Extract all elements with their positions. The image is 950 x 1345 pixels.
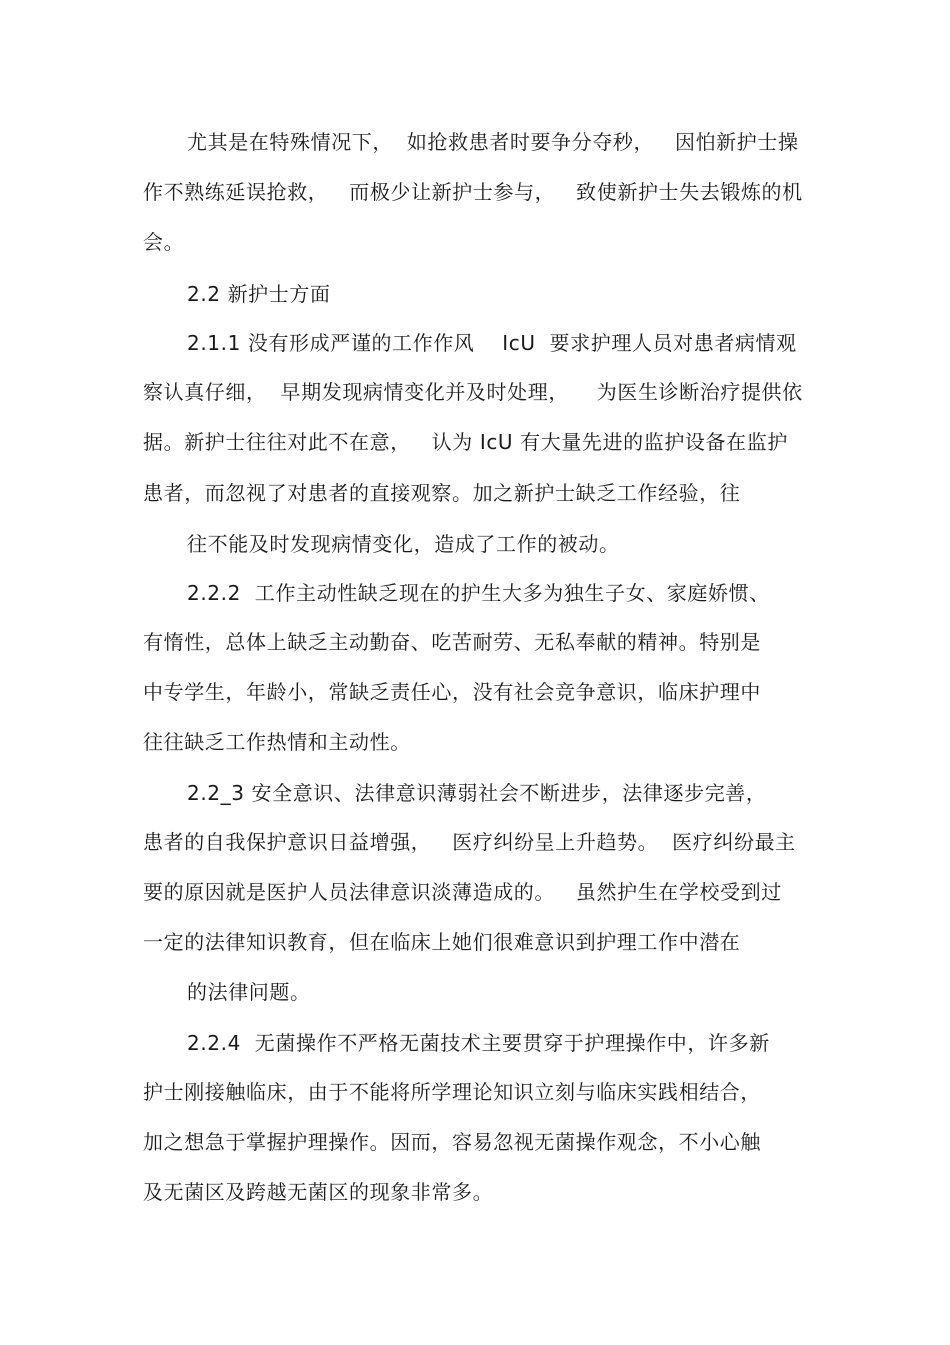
text-line: 据。新护士往往对此不在意， 认为 IcU 有大量先进的监护设备在监护: [143, 430, 788, 454]
text-line: 的法律问题。: [187, 980, 311, 1004]
text-line: 患者，而忽视了对患者的直接观察。加之新护士缺乏工作经验，往: [143, 481, 741, 505]
section-heading: 2.2 新护士方面: [187, 282, 331, 306]
text-line: 一定的法律知识教育，但在临床上她们很难意识到护理工作中潜在: [143, 930, 741, 954]
text-line: 2.2.2 工作主动性缺乏现在的护生大多为独生子女、家庭娇惯、: [187, 581, 770, 605]
text-line: 往往缺乏工作热情和主动性。: [143, 730, 411, 754]
text-line: 有惰性，总体上缺乏主动勤奋、吃苦耐劳、无私奉献的精神。特别是: [143, 630, 761, 654]
text-line: 护士刚接触临床，由于不能将所学理论知识立刻与临床实践相结合，: [143, 1080, 761, 1104]
text-line: 会。: [143, 230, 185, 254]
text-line: 2.2.4 无菌操作不严格无菌技术主要贯穿于护理操作中，许多新: [187, 1031, 770, 1055]
text-line: 作不熟练延误抢救， 而极少让新护士参与， 致使新护士失去锻炼的机: [143, 180, 803, 204]
text-line: 往不能及时发现病情变化，造成了工作的被动。: [187, 532, 620, 556]
text-line: 患者的自我保护意识日益增强， 医疗纠纷呈上升趋势。 医疗纠纷最主: [143, 830, 796, 854]
text-line: 中专学生，年龄小，常缺乏责任心，没有社会竞争意识，临床护理中: [143, 680, 761, 704]
text-line: 加之想急于掌握护理操作。因而，容易忽视无菌操作观念，不小心触: [143, 1130, 761, 1154]
text-line: 尤其是在特殊情况下， 如抢救患者时要争分夺秒， 因怕新护士操: [187, 130, 799, 154]
text-line: 察认真仔细， 早期发现病情变化并及时处理， 为医生诊断治疗提供依: [143, 380, 803, 404]
text-line: 2.1.1 没有形成严谨的工作作风 IcU 要求护理人员对患者病情观: [187, 331, 797, 355]
text-line: 及无菌区及跨越无菌区的现象非常多。: [143, 1180, 494, 1204]
text-line: 要的原因就是医护人员法律意识淡薄造成的。 虽然护生在学校受到过: [143, 880, 782, 904]
text-line: 2.2_3 安全意识、法律意识薄弱社会不断进步，法律逐步完善，: [187, 781, 767, 805]
